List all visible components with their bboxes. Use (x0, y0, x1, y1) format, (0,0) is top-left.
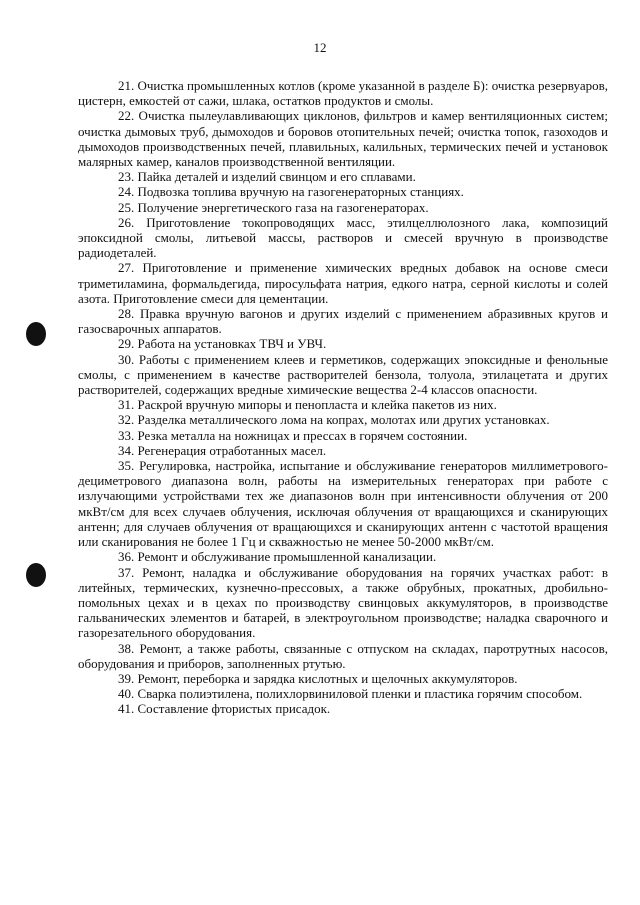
list-item-25: 25. Получение энергетического газа на газогенераторах. (118, 199, 429, 215)
list-item-26: 26. Приготовление токопроводящих масс, этилцеллюлозного лака, композиций эпоксидной смолы, литьевой массы, растворов и смесей вручную в производстве радиодеталей. (78, 214, 608, 261)
list-item-37: 37. Ремонт, наладка и обслуживание оборудования на горячих участках работ: в литейных, термических, кузнечно-прессовых, а также обрубных, прокатных, дробильно-помольных цехах и в цехах по производству свинцовых аккумуляторов, в производстве гальванических элементов и батарей, в электроугольном производстве; наладка сварочного и газорезательного оборудования. (78, 564, 608, 641)
document-body (78, 78, 608, 717)
page-number: 12 (313, 40, 327, 55)
list-item-31: 31. Раскрой вручную мипоры и пенопласта и клейка пакетов из них. (118, 397, 497, 413)
list-item-21: 21. Очистка промышленных котлов (кроме указанной в разделе Б): очистка резервуаров, цистерн, емкостей от сажи, шлака, остатков продуктов и смолы. (78, 78, 608, 109)
list-item-30: 30. Работы с применением клеев и герметиков, содержащих эпоксидные и фенольные смолы, с применением в качестве растворителей бензола, толуола, этилацетата и других растворителей, содержащих вредные химические вещества 2-4 классов опасности. (78, 351, 608, 398)
list-item-40: 40. Сварка полиэтилена, полихлорвиниловой пленки и пластика горячим способом. (118, 686, 583, 702)
list-item-22: 22. Очистка пылеулавливающих циклонов, фильтров и камер вентиляционных систем; очистка дымовых труб, дымоходов и боровов отопительных печей; очистка топок, газоходов и дымоходов производственных печей, плавильных, калильных, термических печей и установок малярных камер, каналов производственной вентиляции. (78, 108, 608, 170)
list-item-39: 39. Ремонт, переборка и зарядка кислотных и щелочных аккумуляторов. (118, 670, 518, 686)
punch-hole (26, 563, 46, 587)
punch-hole (26, 322, 46, 346)
list-item-23: 23. Пайка деталей и изделий свинцом и его сплавами. (118, 169, 416, 185)
list-item-32: 32. Разделка металлического лома на копрах, молотах или других установках. (118, 412, 550, 428)
list-item-35: 35. Регулировка, настройка, испытание и обслуживание генераторов миллиметрового-дециметрового диапазона волн, работы на измерительных генераторах при работе с излучающими устройствами тех же диапазонов волн при интенсивности облучения от 200 мкВт/см для всех случаев облучения, исключая облучения от вращающихся и сканирующих антенн; для случаев облучения от вращающихся и сканирующих антенн с частотой вращения или сканирования не более 1 Гц и скважностью не менее 50-2000 мкВт/см. (78, 458, 608, 550)
list-item-41: 41. Составление фтористых присадок. (118, 701, 331, 717)
list-item-29: 29. Работа на установках ТВЧ и УВЧ. (118, 336, 327, 352)
list-item-36: 36. Ремонт и обслуживание промышленной канализации. (118, 549, 437, 565)
list-item-24: 24. Подвозка топлива вручную на газогенераторных станциях. (118, 184, 464, 200)
list-item-34: 34. Регенерация отработанных масел. (118, 442, 327, 458)
list-item-28: 28. Правка вручную вагонов и других изделий с применением абразивных кругов и газосварочных аппаратов. (78, 306, 608, 337)
list-item-33: 33. Резка металла на ножницах и прессах в горячем состоянии. (118, 427, 468, 443)
list-item-27: 27. Приготовление и применение химических вредных добавок на основе смеси триметиламина, формальдегида, пиросульфата натрия, едкого натра, серной кислоты и солей азота. Приготовление смеси для цементации. (78, 260, 608, 306)
list-item-38: 38. Ремонт, а также работы, связанные с отпуском на складах, паротрутных насосов, оборудования и приборов, заполненных ртутью. (78, 640, 608, 671)
